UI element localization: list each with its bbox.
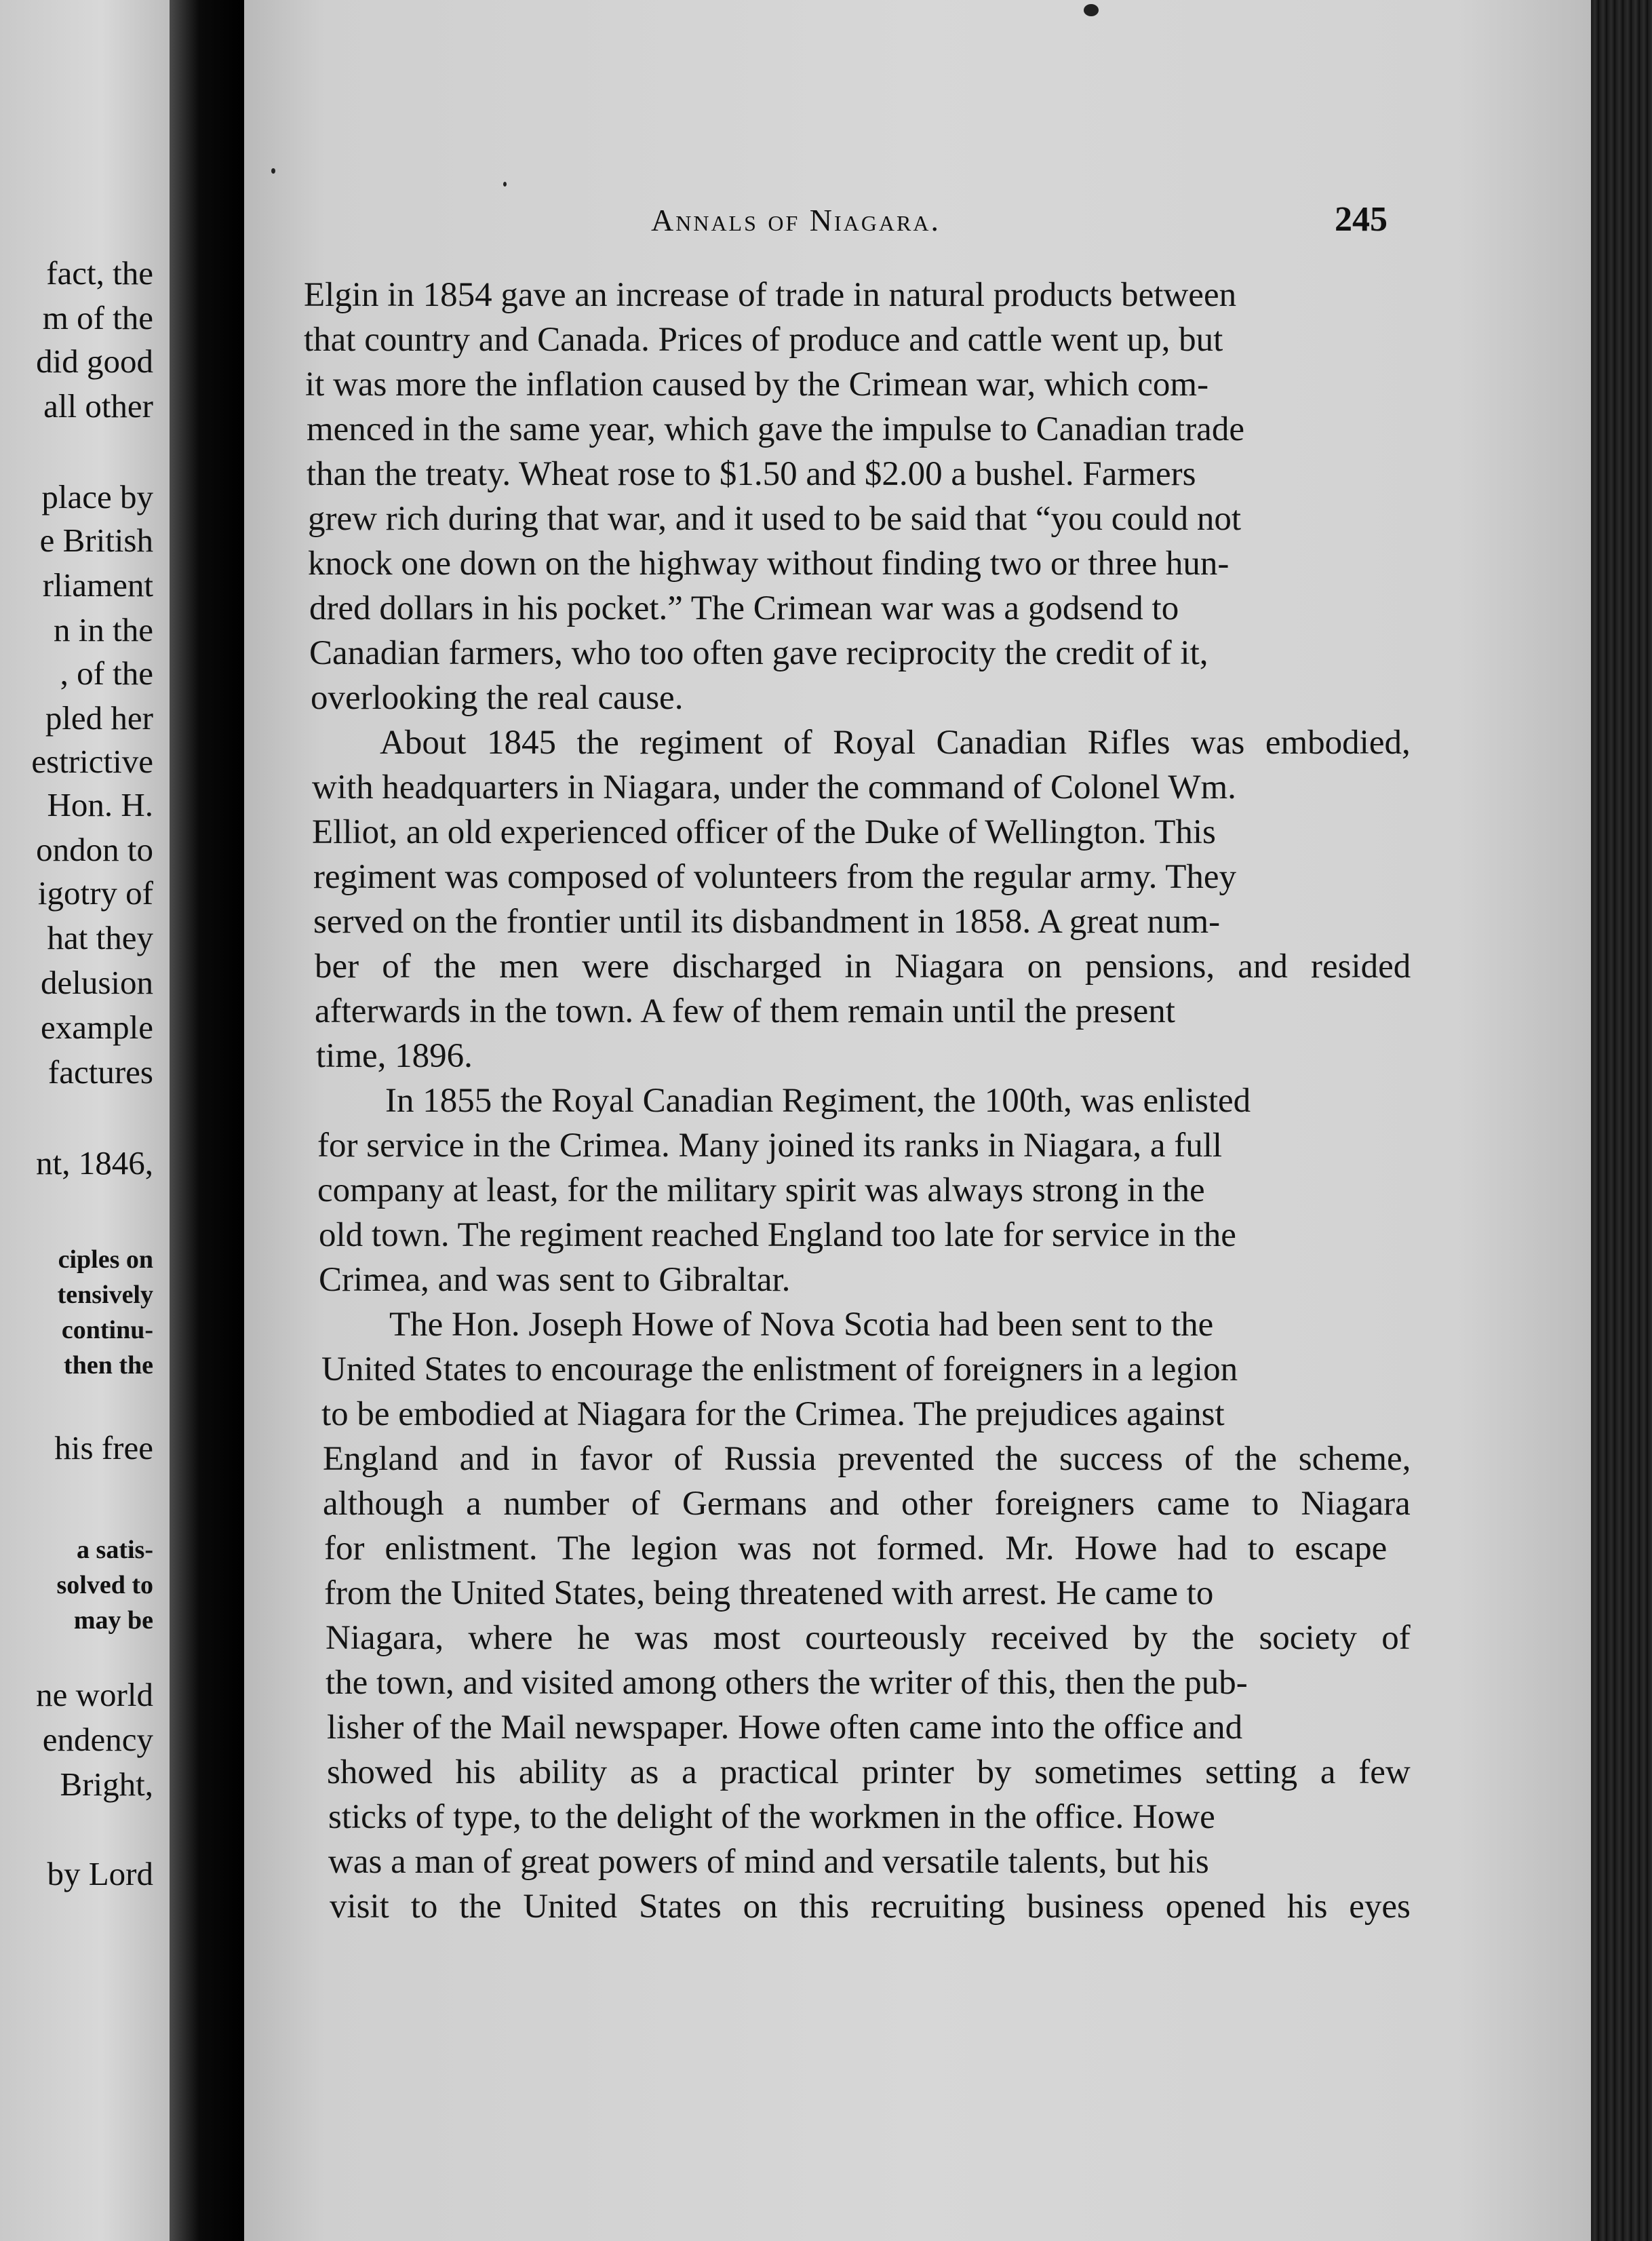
- left-line: tensively: [57, 1281, 153, 1309]
- left-line: , of the: [60, 655, 153, 692]
- left-line: example: [41, 1009, 153, 1046]
- text-line: lisher of the Mail newspaper. Howe often came into the office and: [327, 1709, 1243, 1747]
- text-line: In 1855 the Royal Canadian Regiment, the 100th, was enlisted: [385, 1082, 1251, 1120]
- running-head: [400, 202, 1388, 243]
- left-line: solved to: [56, 1571, 153, 1599]
- text-line: knock one down on the highway without finding two or three hun-: [308, 545, 1230, 583]
- text-line: Niagara, where he was most courteously received by the society of: [326, 1619, 1411, 1657]
- text-line: dred dollars in his pocket.” The Crimean war was a godsend to: [309, 589, 1179, 627]
- left-line: nt, 1846,: [36, 1144, 153, 1182]
- left-line: fact, the: [46, 254, 153, 292]
- left-line: factures: [47, 1053, 153, 1091]
- text-line: regiment was composed of volunteers from the regular army. They: [313, 858, 1236, 896]
- left-line: rliament: [42, 566, 153, 604]
- text-line: than the treaty. Wheat rose to $1.50 and $2.00 a bushel. Farmers: [307, 455, 1196, 493]
- text-line: although a number of Germans and other foreigners came to Niagara: [323, 1485, 1411, 1523]
- left-line: igotry of: [37, 874, 153, 912]
- text-line: to be embodied at Niagara for the Crimea. The prejudices against: [321, 1395, 1225, 1433]
- text-line: for enlistment. The legion was not formed. Mr. Howe had to escape: [324, 1529, 1388, 1567]
- left-line: his free: [54, 1429, 153, 1466]
- text-line: menced in the same year, which gave the impulse to Canadian trade: [307, 410, 1244, 448]
- left-line: delusion: [40, 964, 153, 1001]
- text-line: company at least, for the military spirit was always strong in the: [317, 1171, 1205, 1209]
- left-line: all other: [43, 387, 153, 425]
- text-line: grew rich during that war, and it used to be said that “you could not: [308, 500, 1242, 538]
- left-line: hat they: [47, 919, 153, 956]
- left-line: Bright,: [60, 1766, 153, 1803]
- text-line: United States to encourage the enlistment of foreigners in a legion: [321, 1350, 1238, 1388]
- left-line: endency: [42, 1721, 153, 1758]
- left-line: estrictive: [31, 743, 153, 780]
- scan-speck: [503, 182, 507, 187]
- text-line: was a man of great powers of mind and versatile talents, but his: [328, 1843, 1209, 1881]
- left-line: did good: [36, 343, 153, 380]
- page-number: 245: [1335, 200, 1388, 239]
- text-line: ber of the men were discharged in Niagara on pensions, and resided: [315, 948, 1411, 986]
- left-line: m of the: [42, 299, 153, 336]
- text-line: Canadian farmers, who too often gave reciprocity the credit of it,: [309, 634, 1208, 672]
- text-line: time, 1896.: [316, 1037, 473, 1075]
- left-line: ne world: [36, 1676, 153, 1713]
- text-line: with headquarters in Niagara, under the command of Colonel Wm.: [312, 768, 1236, 806]
- text-line: served on the frontier until its disbandment in 1858. A great num-: [313, 903, 1221, 941]
- text-line: Elliot, an old experienced officer of the Duke of Wellington. This: [312, 813, 1216, 851]
- text-line: The Hon. Joseph Howe of Nova Scotia had been sent to the: [389, 1306, 1214, 1344]
- text-line: it was more the inflation caused by the Crimean war, which com-: [305, 366, 1209, 404]
- text-line: afterwards in the town. A few of them remain until the present: [315, 992, 1175, 1030]
- text-line: overlooking the real cause.: [311, 679, 684, 717]
- running-title: Annals of Niagara.: [651, 203, 941, 237]
- left-line: Hon. H.: [47, 786, 153, 823]
- text-line: old town. The regiment reached England too late for service in the: [319, 1216, 1236, 1254]
- scan-speck: [271, 168, 275, 174]
- text-line: that country and Canada. Prices of produce and cattle went up, but: [304, 321, 1223, 359]
- text-line: Elgin in 1854 gave an increase of trade in natural products between: [304, 276, 1237, 314]
- left-line: by Lord: [47, 1855, 153, 1892]
- left-line: ondon to: [36, 831, 153, 868]
- book-gutter: [170, 0, 244, 2241]
- text-line: from the United States, being threatened with arrest. He came to: [324, 1574, 1214, 1612]
- text-line: England and in favor of Russia prevented the success of the scheme,: [323, 1440, 1411, 1478]
- left-line: a satis-: [77, 1536, 153, 1564]
- left-line: may be: [73, 1606, 153, 1635]
- left-line: place by: [41, 478, 153, 515]
- left-line: then the: [64, 1351, 153, 1380]
- text-line: sticks of type, to the delight of the workmen in the office. Howe: [328, 1798, 1215, 1836]
- scan-speck: [1084, 4, 1099, 16]
- left-line: pled her: [45, 699, 153, 737]
- left-line: n in the: [54, 611, 153, 648]
- page-edge-stack: [1591, 0, 1652, 2241]
- text-line: About 1845 the regiment of Royal Canadian Rifles was embodied,: [380, 724, 1411, 762]
- left-line: ciples on: [58, 1245, 153, 1274]
- text-line: visit to the United States on this recruiting business opened his eyes: [330, 1888, 1411, 1926]
- text-line: for service in the Crimea. Many joined its ranks in Niagara, a full: [317, 1127, 1223, 1165]
- left-facing-page: [0, 0, 170, 2241]
- left-line: continu-: [61, 1316, 153, 1344]
- left-line: e British: [39, 522, 153, 559]
- text-line: the town, and visited among others the writer of this, then the pub-: [326, 1664, 1248, 1702]
- text-line: showed his ability as a practical printer by sometimes setting a few: [327, 1753, 1411, 1791]
- text-line: Crimea, and was sent to Gibraltar.: [319, 1261, 791, 1299]
